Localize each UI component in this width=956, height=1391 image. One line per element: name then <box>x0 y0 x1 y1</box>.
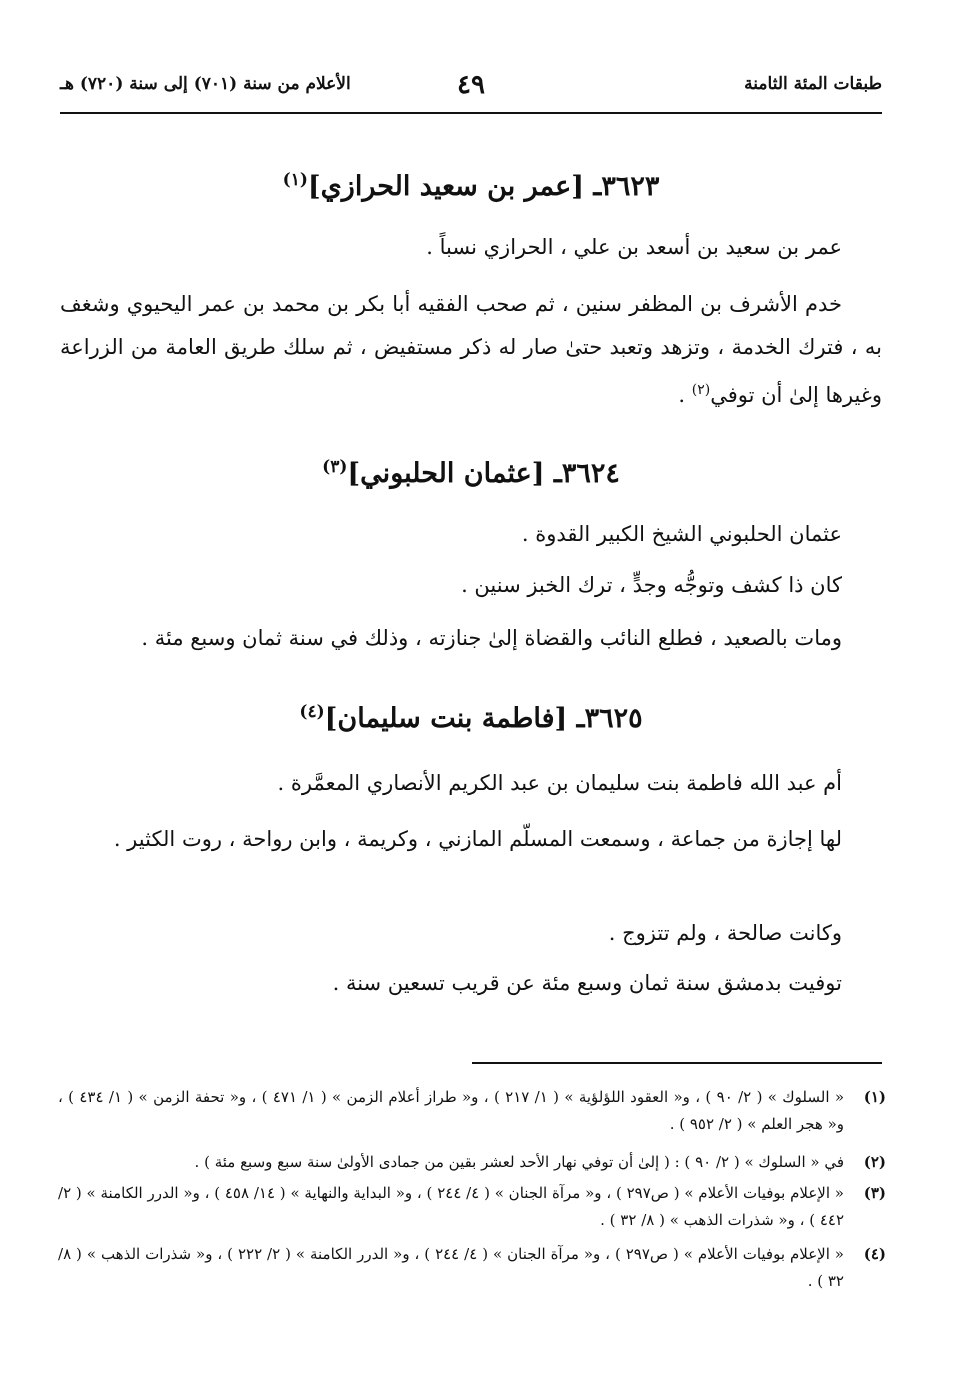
entry-title-text: ٣٦٢٣ـ [عمر بن سعيد الحرازي] <box>307 171 660 202</box>
entry-title-3624 <box>60 457 882 489</box>
footnote-mark: (١) <box>282 170 308 190</box>
footnote-number: (٤) <box>863 1245 886 1263</box>
page-number: ٤٩ <box>457 70 485 100</box>
entry-paragraph: ومات بالصعيد ، فطلع النائب والقضاة إلىٰ جنازته ، وذلك في سنة ثمان وسبع مئة . <box>141 626 842 650</box>
footnote-mark: (٣) <box>322 457 348 477</box>
entry-title-3623 <box>60 170 882 202</box>
footnote-divider <box>472 1062 882 1064</box>
entry-title-text: ٣٦٢٥ـ [فاطمة بنت سليمان] <box>324 703 643 734</box>
entry-title-text: ٣٦٢٤ـ [عثمان الحلبوني] <box>347 458 620 489</box>
header-section-title: طبقات المئة الثامنة <box>744 74 882 94</box>
running-header <box>60 70 882 106</box>
entry-paragraph-text: خدم الأشرف بن المظفر سنين ، ثم صحب الفقيه أبا بكر بن محمد بن عمر اليحيوي وشغف به ، فترك الخدمة ، وتزهد وتعبد حتىٰ صار له ذكر مستفيض ، ثم سلك طريق العامة من الزراعة وغيرها إلىٰ أن توفي <box>60 292 882 407</box>
entry-paragraph: عثمان الحلبوني الشيخ الكبير القدوة . <box>521 522 842 546</box>
footnote-text: « الإعلام بوفيات الأعلام » ( ص٢٩٧ ) ، و« مرآة الجنان » ( ٤/ ٢٤٤ ) ، و« البداية والنهاية » ( ١٤/ ٤٥٨ ) ، و« الدرر الكامنة » ( ٢/ ٤٤٢ ) ، و« شذرات الذهب » ( ٨/ ٣٢ ) . <box>58 1184 844 1229</box>
footnote-2 <box>58 1149 886 1176</box>
entry-paragraph: لها إجازة من جماعة ، وسمعت المسلّم المازني ، وكريمة ، وابن رواحة ، روت الكثير . <box>113 827 842 851</box>
header-year-range: الأعلام من سنة (٧٠١) إلى سنة (٧٢٠) هـ <box>60 74 351 94</box>
footnote-mark: (٤) <box>299 702 325 722</box>
entry-paragraph: وكانت صالحة ، ولم تتزوج . <box>608 921 842 945</box>
entry-paragraph: أم عبد الله فاطمة بنت سليمان بن عبد الكريم الأنصاري المعمَّرة . <box>277 771 842 795</box>
footnote-text: « الإعلام بوفيات الأعلام » ( ص٢٩٧ ) ، و« مرآة الجنان » ( ٤/ ٢٤٤ ) ، و« الدرر الكامنة » ( ٢/ ٢٢٢ ) ، و« شذرات الذهب » ( ٨/ ٣٢ ) . <box>58 1245 844 1290</box>
entry-paragraph: كان ذا كشف وتوجُّه وجدٍّ ، ترك الخبز سنين . <box>461 573 842 597</box>
header-divider <box>60 112 882 114</box>
entry-paragraph: عمر بن سعيد بن أسعد بن علي ، الحرازي نسباً . <box>426 235 842 259</box>
footnote-text: في « السلوك » ( ٢/ ٩٠ ) : ( إلىٰ أن توفي نهار الأحد لعشر بقين من جمادى الأولىٰ سنة سبع وسبع مئة ) . <box>194 1153 844 1171</box>
footnote-number: (١) <box>863 1088 886 1106</box>
entry-paragraph <box>60 283 882 417</box>
entry-paragraph: توفيت بدمشق سنة ثمان وسبع مئة عن قريب تسعين سنة . <box>332 971 842 995</box>
footnote-number: (٢) <box>863 1153 886 1171</box>
footnote-1 <box>58 1084 886 1138</box>
footnote-3 <box>58 1180 886 1234</box>
entry-title-3625 <box>60 702 882 734</box>
footnote-4 <box>58 1241 886 1295</box>
footnote-number: (٣) <box>863 1184 886 1202</box>
footnote-text: « السلوك » ( ٢/ ٩٠ ) ، و« العقود اللؤلؤية » ( ١/ ٢١٧ ) ، و« طراز أعلام الزمن » ( ١/ ٤٧١ ) ، و« تحفة الزمن » ( ١/ ٤٣٤ ) ، و« هجر العلم » ( ٢/ ٩٥٢ ) . <box>58 1088 844 1133</box>
footnote-mark: (٢) <box>691 382 711 398</box>
paragraph-end: . <box>678 383 686 407</box>
